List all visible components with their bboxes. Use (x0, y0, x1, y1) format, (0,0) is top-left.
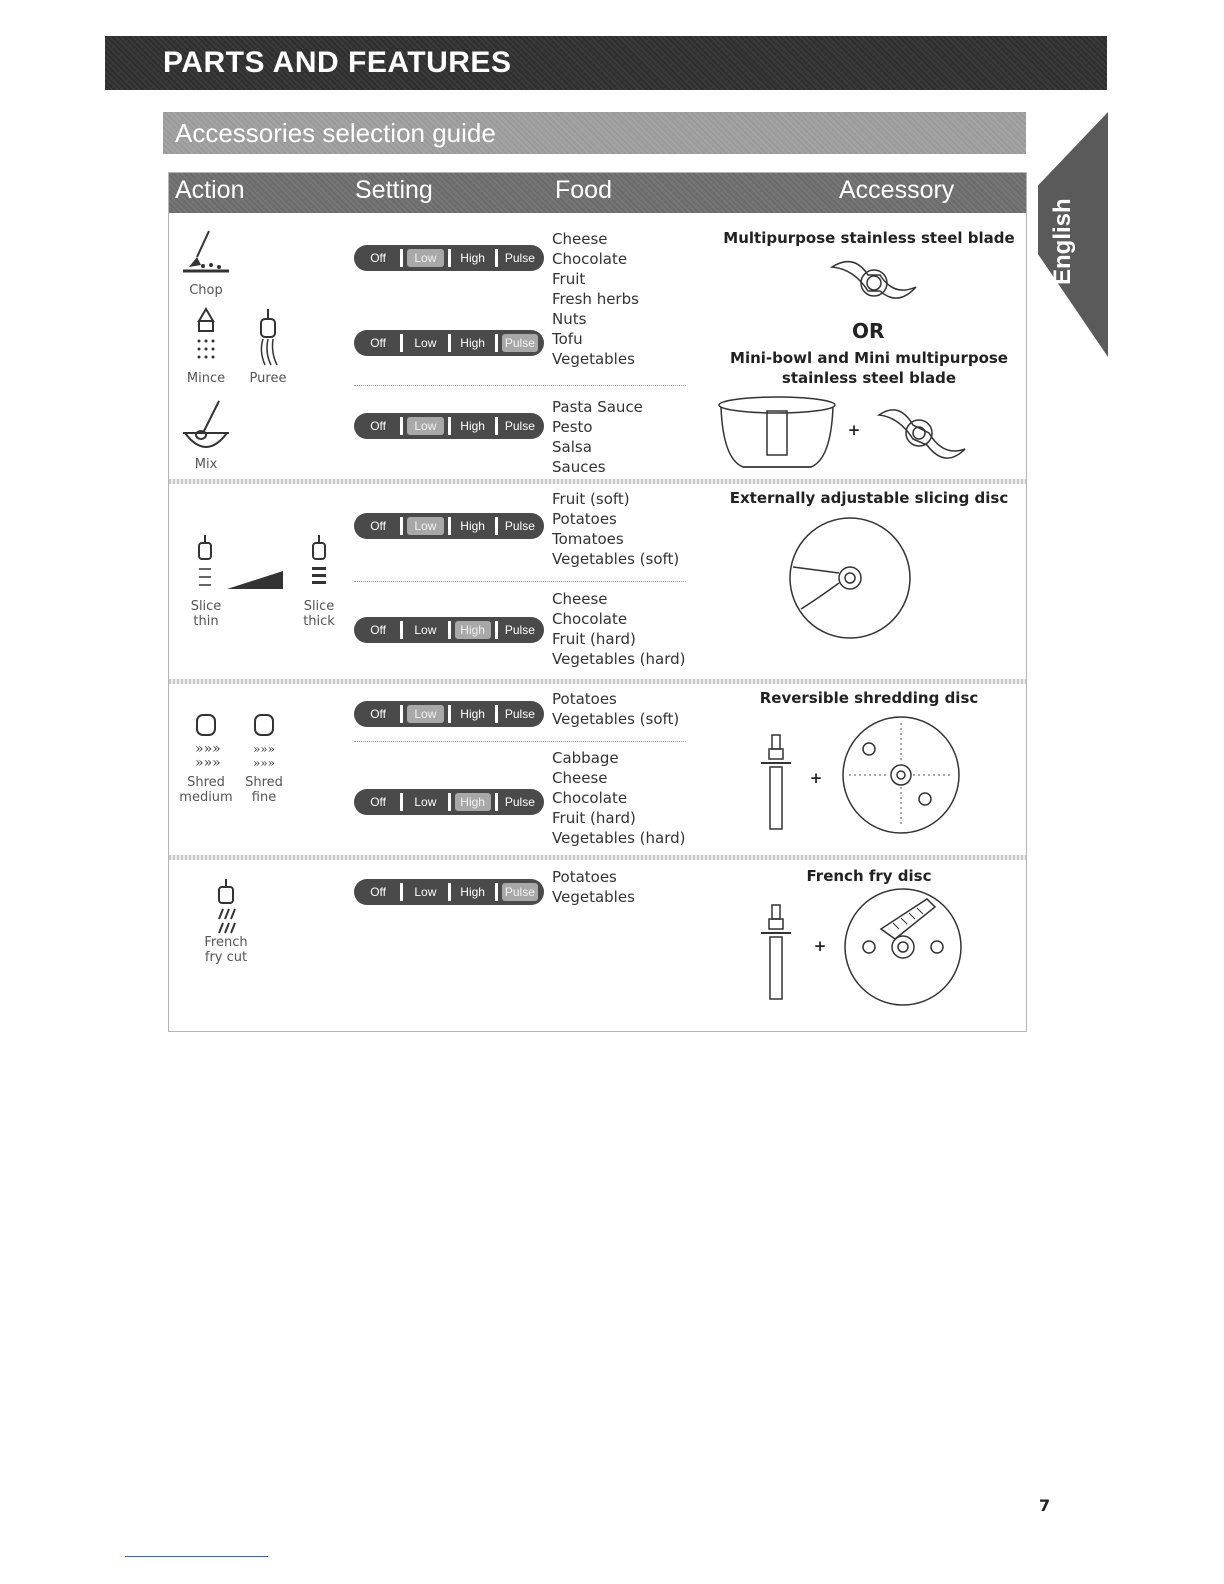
food-item: Fresh herbs (552, 290, 639, 308)
shred-medium-icon (191, 713, 221, 771)
food-item: Nuts (552, 310, 587, 328)
action-label-line: thin (193, 614, 219, 629)
switch-low: Low (407, 705, 443, 723)
slice-thick-icon (309, 533, 329, 603)
switch-divider (495, 705, 498, 723)
action-label-slice-thin (181, 599, 231, 629)
switch-divider (495, 417, 498, 435)
food-list (552, 748, 685, 848)
switch-off: Off (370, 707, 387, 721)
mini-blade-icon (871, 399, 971, 469)
chop-icon (181, 227, 231, 277)
food-item: Fruit (hard) (552, 630, 636, 648)
column-header-action: Action (175, 176, 245, 204)
action-label-line: thick (303, 614, 335, 629)
action-label-shred-medium (177, 775, 235, 805)
switch-pulse: Pulse (504, 623, 535, 637)
action-label-line: fine (251, 790, 277, 805)
action-label-shred-fine (235, 775, 293, 805)
switch-high: High (460, 707, 485, 721)
switch-off: Off (370, 519, 387, 533)
food-list (552, 589, 685, 669)
page-header-banner (105, 36, 1107, 90)
switch-pulse: Pulse (502, 334, 538, 352)
mini-bowl-icon (717, 395, 839, 475)
food-item: Vegetables (hard) (552, 650, 686, 668)
food-item: Vegetables (552, 888, 635, 906)
switch-divider (495, 334, 498, 352)
puree-icon (253, 307, 283, 367)
svg-text:»»»: »»» (253, 756, 276, 770)
switch-divider (400, 621, 403, 639)
switch-high: High (455, 621, 491, 639)
svg-text:»»»: »»» (253, 742, 276, 756)
switch-low: Low (407, 517, 443, 535)
switch-low: Low (414, 623, 437, 637)
switch-divider (448, 517, 451, 535)
action-label-line: fry cut (204, 950, 248, 965)
speed-setting-panel (354, 617, 544, 643)
plus-sign: + (809, 769, 823, 787)
accessory-title: Reversible shredding disc (759, 689, 979, 707)
speed-setting-panel (354, 330, 544, 356)
switch-pulse: Pulse (502, 883, 538, 901)
switch-off: Off (370, 336, 387, 350)
food-item: Chocolate (552, 250, 628, 268)
action-label-line: French (204, 935, 248, 950)
switch-high: High (455, 793, 491, 811)
shredding-disc-icon (839, 713, 963, 837)
disc-stem-icon (759, 903, 793, 1003)
language-tab-label: English (1049, 198, 1076, 286)
plus-sign: + (813, 937, 827, 955)
accessory-title: French fry disc (806, 867, 932, 885)
action-label-line: Slice (303, 599, 335, 614)
accessory-title: Multipurpose stainless steel blade (723, 229, 1015, 247)
action-label-mince: Mince (186, 371, 226, 386)
multipurpose-blade-icon (824, 253, 924, 313)
french-fry-disc-icon (841, 885, 965, 1009)
switch-pulse: Pulse (504, 251, 535, 265)
food-list (552, 229, 639, 369)
action-label-line: Slice (190, 599, 222, 614)
mix-icon (181, 399, 231, 457)
speed-setting-panel (354, 513, 544, 539)
switch-divider (400, 705, 403, 723)
section-separator (169, 855, 1026, 860)
switch-off: Off (370, 419, 387, 433)
switch-pulse: Pulse (504, 795, 535, 809)
switch-off: Off (370, 623, 387, 637)
switch-divider (400, 793, 403, 811)
switch-pulse: Pulse (504, 707, 535, 721)
action-label-french-fry (193, 935, 259, 965)
dotted-divider (354, 385, 686, 386)
accessories-table (168, 172, 1027, 1032)
food-item: Cheese (552, 230, 608, 248)
switch-divider (400, 249, 403, 267)
speed-setting-panel (354, 413, 544, 439)
column-header-setting: Setting (355, 176, 433, 204)
food-item: Tofu (552, 330, 583, 348)
switch-divider (495, 517, 498, 535)
food-list (552, 689, 679, 729)
switch-divider (495, 793, 498, 811)
food-list (552, 397, 643, 477)
speed-setting-panel (354, 701, 544, 727)
thickness-wedge-icon (225, 569, 285, 593)
food-list (552, 489, 679, 569)
food-item: Fruit (552, 270, 586, 288)
switch-divider (448, 793, 451, 811)
switch-off: Off (370, 885, 387, 899)
page-title: PARTS AND FEATURES (163, 46, 512, 79)
switch-high: High (460, 336, 485, 350)
page-number: 7 (1039, 1496, 1051, 1515)
switch-off: Off (370, 795, 387, 809)
shred-fine-icon (249, 713, 279, 771)
switch-divider (448, 334, 451, 352)
switch-divider (495, 621, 498, 639)
switch-divider (400, 334, 403, 352)
switch-divider (448, 249, 451, 267)
action-label-line: medium (179, 790, 233, 805)
speed-setting-panel (354, 879, 544, 905)
food-item: Sauces (552, 458, 606, 476)
food-item: Potatoes (552, 868, 617, 886)
section-separator (169, 679, 1026, 684)
action-label-mix: Mix (194, 457, 218, 472)
switch-low: Low (407, 249, 443, 267)
switch-low: Low (414, 885, 437, 899)
column-header-accessory: Accessory (839, 176, 955, 204)
switch-high: High (460, 519, 485, 533)
switch-divider (400, 417, 403, 435)
action-label-line: Shred (245, 775, 283, 790)
section-header-banner (163, 112, 1026, 154)
food-item: Vegetables (552, 350, 635, 368)
section-title: Accessories selection guide (175, 118, 496, 148)
food-item: Vegetables (hard) (552, 829, 686, 847)
accessory-title: stainless steel blade (781, 369, 957, 387)
food-item: Pesto (552, 418, 593, 436)
switch-divider (448, 417, 451, 435)
switch-off: Off (370, 251, 387, 265)
switch-divider (400, 517, 403, 535)
switch-high: High (460, 251, 485, 265)
dotted-divider (354, 581, 686, 582)
switch-pulse: Pulse (504, 519, 535, 533)
dotted-divider (354, 741, 686, 742)
svg-text:»»»: »»» (195, 755, 221, 771)
food-item: Cheese (552, 590, 608, 608)
switch-low: Low (407, 417, 443, 435)
switch-divider (495, 249, 498, 267)
accessory-title: Mini-bowl and Mini multipurpose (730, 349, 1008, 367)
food-item: Salsa (552, 438, 592, 456)
disc-stem-icon (759, 733, 793, 833)
food-item: Vegetables (soft) (552, 550, 680, 568)
switch-divider (448, 883, 451, 901)
food-item: Pasta Sauce (552, 398, 643, 416)
french-fry-icon (211, 877, 241, 935)
action-label-chop: Chop (189, 283, 223, 298)
slice-thin-icon (195, 533, 215, 603)
switch-divider (448, 621, 451, 639)
food-item: Chocolate (552, 610, 628, 628)
section-separator (169, 479, 1026, 484)
switch-divider (400, 883, 403, 901)
switch-low: Low (414, 336, 437, 350)
svg-text:»»»: »»» (195, 741, 221, 757)
action-label-line: Shred (187, 775, 225, 790)
switch-divider (495, 883, 498, 901)
switch-pulse: Pulse (504, 419, 535, 433)
switch-divider (448, 705, 451, 723)
action-label-slice-thick (294, 599, 344, 629)
food-item: Cabbage (552, 749, 619, 767)
food-item: Chocolate (552, 789, 628, 807)
or-text: OR (852, 319, 885, 343)
switch-high: High (460, 419, 485, 433)
food-list (552, 867, 635, 907)
accessory-title: Externally adjustable slicing disc (729, 489, 1009, 507)
food-item: Tomatoes (552, 530, 624, 548)
table-header-row (169, 173, 1026, 213)
column-header-food: Food (555, 176, 612, 204)
food-item: Vegetables (soft) (552, 710, 680, 728)
food-item: Potatoes (552, 510, 617, 528)
switch-low: Low (414, 795, 437, 809)
food-item: Fruit (soft) (552, 490, 630, 508)
link-underline (125, 1556, 268, 1557)
food-item: Potatoes (552, 690, 617, 708)
food-item: Cheese (552, 769, 608, 787)
slicing-disc-icon (787, 515, 913, 641)
action-label-puree: Puree (249, 371, 287, 386)
switch-high: High (460, 885, 485, 899)
plus-sign: + (847, 421, 861, 439)
speed-setting-panel (354, 789, 544, 815)
food-item: Fruit (hard) (552, 809, 636, 827)
mince-icon (191, 307, 221, 367)
speed-setting-panel (354, 245, 544, 271)
